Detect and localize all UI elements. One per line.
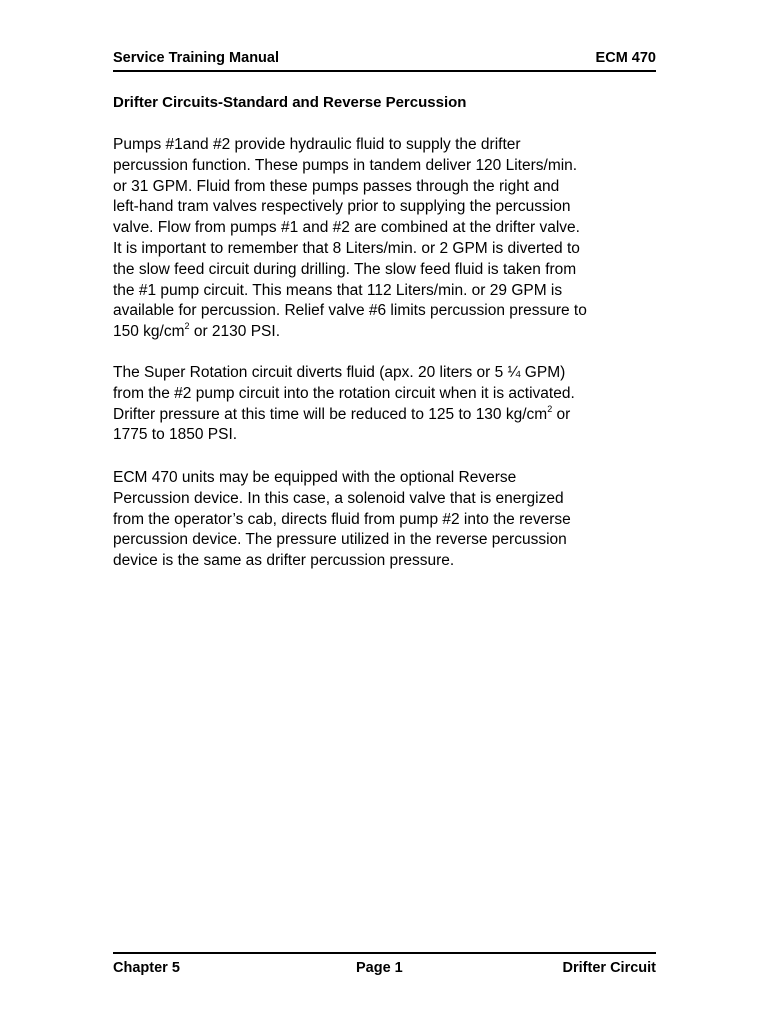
text-line: The Super Rotation circuit diverts fluid (apx. 20 liters or 5 ¼ GPM)	[113, 364, 566, 381]
text-line: valve. Flow from pumps #1 and #2 are combined at the drifter valve.	[113, 219, 580, 237]
paragraph-super-rotation	[113, 363, 663, 446]
text-line: percussion device. The pressure utilized in the reverse percussion	[113, 531, 567, 549]
text-line: device is the same as drifter percussion pressure.	[113, 552, 455, 570]
text-segment: 150 kg/cm	[113, 323, 185, 341]
page-footer	[113, 952, 656, 980]
superscript: 2	[547, 403, 553, 414]
text-line: percussion function. These pumps in tandem deliver 120 Liters/min.	[113, 156, 578, 174]
paragraph-reverse-percussion	[113, 468, 663, 572]
text-line: ECM 470 units may be equipped with the optional Reverse	[113, 469, 517, 486]
text-line: from the operator’s cab, directs fluid from pump #2 into the reverse	[113, 510, 571, 528]
header-model: ECM 470	[595, 50, 656, 66]
section-title: Drifter Circuits-Standard and Reverse Percussion	[113, 94, 467, 111]
header-manual-title: Service Training Manual	[113, 50, 279, 66]
footer-section: Drifter Circuit	[562, 960, 656, 976]
page-header	[113, 48, 656, 72]
text-line: It is important to remember that 8 Liters/min. or 2 GPM is diverted to	[113, 239, 580, 257]
footer-page-number: Page 1	[356, 960, 403, 976]
footer-chapter: Chapter 5	[113, 960, 180, 976]
text-line: or 31 GPM. Fluid from these pumps passes through the right and	[113, 177, 560, 195]
text-line: Pumps #1and #2 provide hydraulic fluid to supply the drifter	[113, 136, 521, 153]
text-line	[113, 322, 663, 343]
text-line: the slow feed circuit during drilling. The slow feed fluid is taken from	[113, 260, 577, 278]
text-line: the #1 pump circuit. This means that 112 Liters/min. or 29 GPM is	[113, 281, 563, 299]
text-line: Percussion device. In this case, a solenoid valve that is energized	[113, 489, 564, 507]
text-segment: or 2130 PSI.	[189, 323, 281, 341]
text-line: left-hand tram valves respectively prior to supplying the percussion	[113, 198, 571, 216]
text-line	[113, 405, 663, 426]
text-segment: or	[552, 405, 571, 423]
paragraph-pump-flow	[113, 135, 663, 343]
text-line: from the #2 pump circuit into the rotation circuit when it is activated.	[113, 384, 575, 402]
superscript: 2	[184, 321, 190, 332]
text-line: available for percussion. Relief valve #6 limits percussion pressure to	[113, 302, 587, 320]
text-line: 1775 to 1850 PSI.	[113, 426, 238, 444]
text-segment: Drifter pressure at this time will be reduced to 125 to 130 kg/cm	[113, 405, 548, 423]
